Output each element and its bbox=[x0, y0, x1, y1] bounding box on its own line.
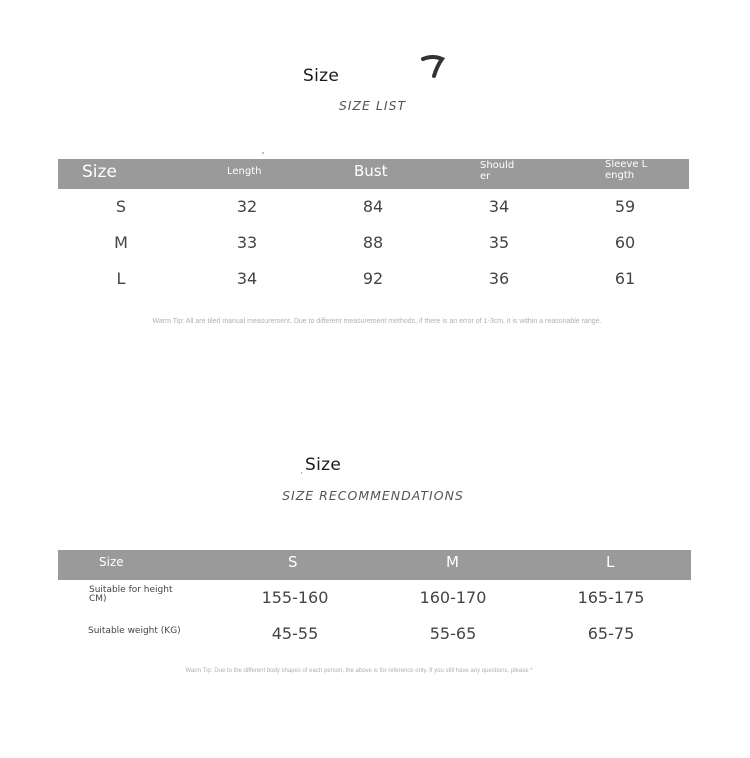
size-list-subtitle: SIZE LIST bbox=[338, 98, 407, 113]
header-size: Size bbox=[82, 162, 117, 182]
cell-bust: 92 bbox=[362, 269, 384, 288]
header-l: L bbox=[606, 553, 615, 571]
cell-height-l: 165-175 bbox=[577, 588, 645, 607]
cell-sleeve-length: 60 bbox=[614, 233, 636, 252]
cell-length: 32 bbox=[236, 197, 258, 216]
cell-length: 33 bbox=[236, 233, 258, 252]
header-sleeve-length: Sleeve L ength bbox=[605, 159, 648, 181]
cell-sleeve-length: 59 bbox=[614, 197, 636, 216]
header-bust: Bust bbox=[354, 162, 388, 180]
header-s: S bbox=[288, 553, 298, 571]
cell-sleeve-length: 61 bbox=[614, 269, 636, 288]
size-list-header-row bbox=[58, 159, 689, 189]
cell-size: S bbox=[115, 197, 127, 216]
cell-shoulder: 35 bbox=[488, 233, 510, 252]
cell-size: M bbox=[114, 233, 128, 252]
cell-bust: 84 bbox=[362, 197, 384, 216]
cell-size: L bbox=[116, 269, 126, 288]
cell-shoulder: 36 bbox=[488, 269, 510, 288]
header-shoulder: Should er bbox=[480, 160, 515, 182]
cell-height-s: 155-160 bbox=[261, 588, 329, 607]
decorative-tick: ' bbox=[262, 151, 264, 162]
cell-weight-l: 65-75 bbox=[587, 624, 635, 643]
cell-weight-m: 55-65 bbox=[429, 624, 477, 643]
recommendations-warm-tip: Warm Tip: Due to the different body shapes of each person, the above is for reference only. If you still have any questions, please * bbox=[185, 668, 533, 674]
row-label-weight: Suitable weight (KG) bbox=[88, 626, 181, 636]
decorative-tick: ' bbox=[301, 471, 303, 480]
header-m: M bbox=[446, 553, 459, 571]
size-recommendations-subtitle: SIZE RECOMMENDATIONS bbox=[282, 488, 464, 503]
cell-length: 34 bbox=[236, 269, 258, 288]
size-list-warm-tip: Warm Tip: All are tiled manual measurement. Due to different measurement methods, if there is an error of 1-3cm, it is within a reasonable range. bbox=[152, 318, 602, 325]
decorative-hook-icon bbox=[421, 54, 445, 85]
cell-height-m: 160-170 bbox=[419, 588, 487, 607]
size-recommendations-title: Size bbox=[305, 455, 342, 475]
cell-weight-s: 45-55 bbox=[271, 624, 319, 643]
cell-shoulder: 34 bbox=[488, 197, 510, 216]
header-size: Size bbox=[99, 555, 124, 569]
size-list-title: Size bbox=[303, 66, 340, 86]
row-label-height: Suitable for height CM) bbox=[89, 585, 173, 605]
cell-bust: 88 bbox=[362, 233, 384, 252]
header-length: Length bbox=[227, 166, 262, 177]
recommendations-header-row bbox=[58, 550, 691, 580]
